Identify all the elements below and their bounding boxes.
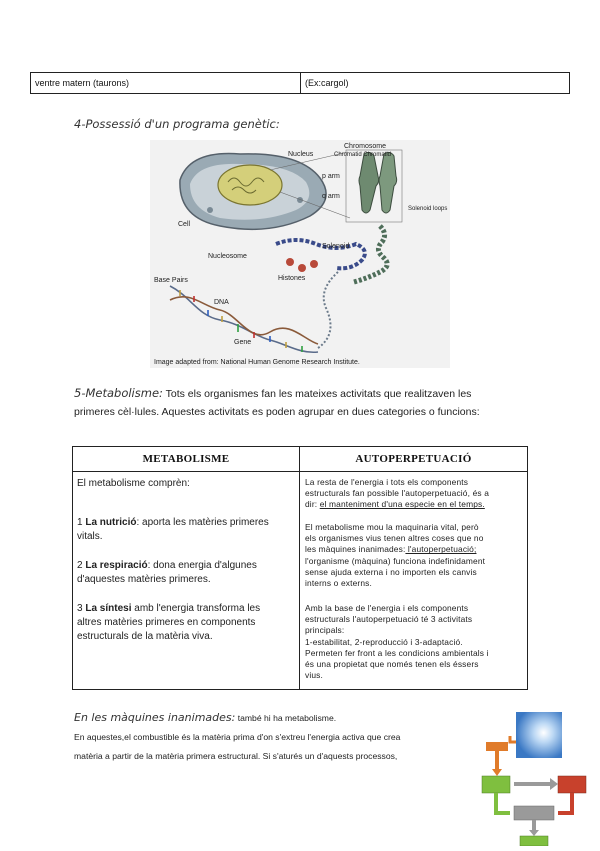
figure-caption: Image adapted from: National Human Genome Research Institute. bbox=[154, 359, 360, 366]
top-table-cell-1: ventre matern (taurons) bbox=[31, 73, 301, 93]
left-item-respiracio: 2 La respiració: dona energia d'algunes d'aquestes matèries primeres. bbox=[77, 560, 257, 585]
table-divider bbox=[299, 447, 300, 689]
sun-image bbox=[516, 712, 562, 758]
label-cell: Cell bbox=[178, 221, 191, 228]
bottom-line-2: matèria a partir de la matèria primera estructural. Si s'aturés un d'aquests processos, bbox=[74, 751, 398, 761]
section-5-text-2: primeres cèl·lules. Aquestes activitats es poden agrupar en dues categories o funcions: bbox=[74, 406, 480, 418]
nutricio-term: La nutrició bbox=[85, 517, 137, 528]
green-box-bottom bbox=[520, 836, 548, 846]
inanimate-machines-heading-line: En les màquines inanimades: també hi ha metabolisme. bbox=[74, 711, 337, 724]
top-table bbox=[30, 72, 570, 94]
left-intro: El metabolisme comprèn: bbox=[77, 478, 190, 489]
gray-box bbox=[514, 806, 554, 820]
section-4-heading: 4-Possessió d'un programa genètic: bbox=[74, 117, 280, 131]
right-paragraph-1: La resta de l'energia i tots els components estructurals fan possible l'autoperpetuació, és a dir: el manteniment d'una especie en el temps. bbox=[305, 477, 489, 510]
label-nucleus: Nucleus bbox=[288, 151, 314, 158]
bottom-line-1: En aquestes,el combustible és la matèria prima d'on s'extreu l'energia activa que crea bbox=[74, 732, 401, 742]
section-5-line-1 bbox=[74, 384, 574, 404]
green-box-left bbox=[482, 776, 510, 793]
right-paragraph-2: El metabolisme mou la maquinaria vital, però els organismes vius tenen altres coses que no les màquines inanimades: l'autoperpetuació; l'organisme (màquina) funciona indefinidament sense ajuda externa i no importen els canvis interns o externs. bbox=[305, 522, 486, 589]
red-box bbox=[558, 776, 586, 793]
left-item-nutricio: 1 La nutrició: aporta les matèries primeres vitals. bbox=[77, 517, 269, 542]
cell-illustration bbox=[180, 154, 326, 230]
label-histones: Histones bbox=[278, 275, 306, 282]
left-item-sintesi: 3 La síntesi amb l'energia transforma les altres matèries primeres en components estructurals de la matèria viva. bbox=[77, 603, 261, 642]
energy-cycle-graphic bbox=[478, 712, 588, 846]
chromosome-dna-diagram bbox=[150, 140, 450, 368]
label-solenoid-loops: Solenoid loops bbox=[408, 206, 448, 212]
label-nucleosome: Nucleosome bbox=[208, 253, 247, 260]
section-5-text-1: Tots els organismes fan les mateixes activitats que realitzaven les bbox=[165, 388, 472, 400]
metabolism-table bbox=[72, 446, 528, 690]
orange-box bbox=[486, 742, 508, 751]
top-table-cell-2: (Ex:cargol) bbox=[305, 78, 349, 88]
label-q-arm: q arm bbox=[322, 193, 340, 200]
right-paragraph-3: Amb la base de l'energia i els components estructurals l'autoperpetuació té 3 activitats principals: 1-estabilitat, 2-reproducció i 3-adaptació. Permeten fer front a les condicions ambientals i és una propietat que només tenen els éssers vius. bbox=[305, 603, 489, 681]
sintesi-term: La síntesi bbox=[85, 603, 132, 614]
label-dna: DNA bbox=[214, 299, 229, 306]
label-gene: Gene bbox=[234, 339, 252, 346]
label-base-pairs: Base Pairs bbox=[154, 277, 188, 284]
header-autoperpetuacio: AUTOPERPETUACIÓ bbox=[300, 447, 527, 472]
label-solenoid: Solenoid bbox=[322, 243, 350, 250]
label-chromatid: Chromatid Chromatid bbox=[334, 152, 392, 158]
label-p-arm: p arm bbox=[322, 173, 340, 180]
energy-flow-diagram bbox=[478, 712, 588, 846]
section-5-heading: 5-Metabolisme: bbox=[74, 386, 163, 400]
label-chromosome: Chromosome bbox=[344, 143, 387, 150]
genetic-program-figure bbox=[150, 140, 450, 368]
respiracio-term: La respiració bbox=[85, 560, 148, 571]
inanimate-machines-heading: En les màquines inanimades: bbox=[74, 711, 236, 724]
header-metabolisme: METABOLISME bbox=[73, 447, 299, 472]
